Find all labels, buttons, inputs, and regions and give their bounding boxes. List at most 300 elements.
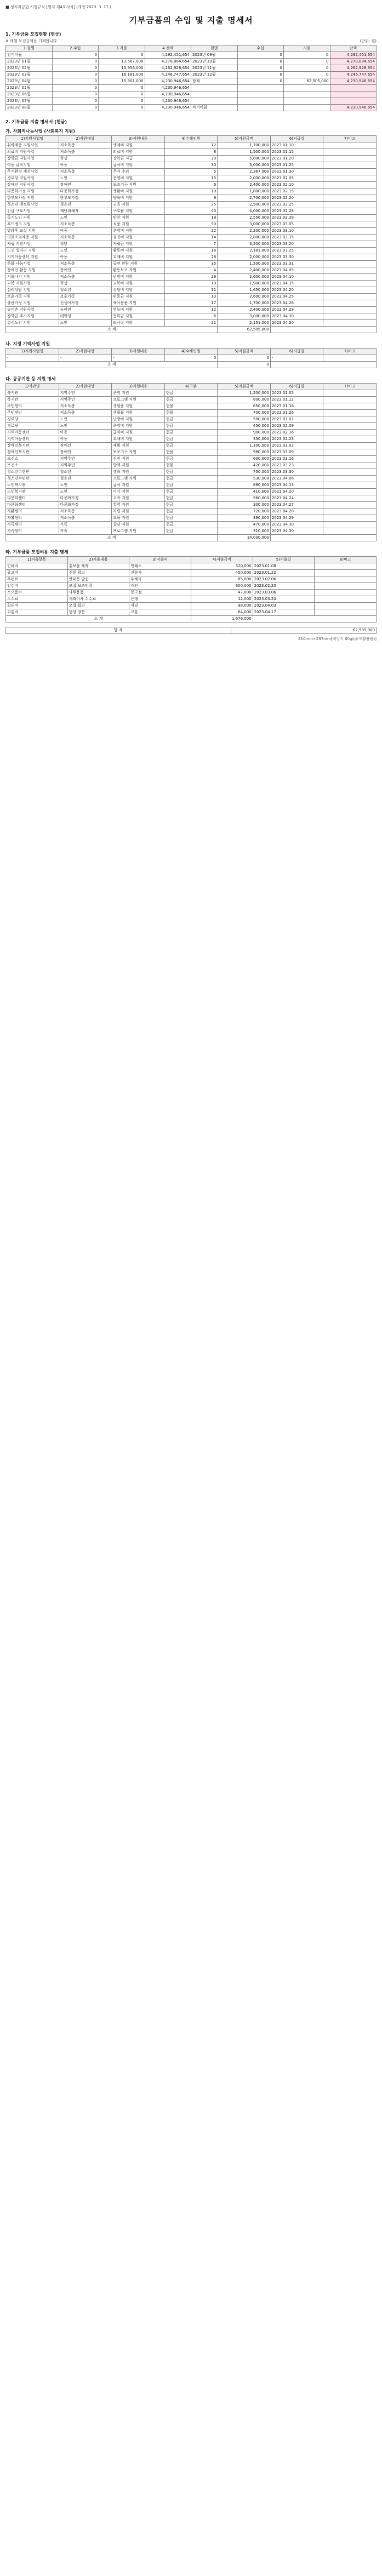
table-row — [6, 287, 377, 294]
table-cell: 식품 지원 — [112, 221, 165, 228]
table-cell — [323, 162, 377, 169]
table-cell — [323, 156, 377, 162]
table-cell: 35 — [164, 261, 218, 267]
table-cell: 저소득층 — [59, 235, 112, 241]
table-cell: 다문화센터 — [6, 495, 59, 502]
table-cell: 현금 — [164, 495, 218, 502]
table-cell: 650,000 — [218, 403, 271, 410]
section-1-note — [5, 38, 377, 44]
table-cell — [323, 182, 377, 189]
table-row — [6, 182, 377, 189]
table-cell: 교육 지원 — [112, 202, 165, 208]
section-1-title: 1. 기부금품 모집현황 (현금) — [5, 32, 61, 37]
column-header: 2.수입 — [52, 45, 99, 52]
column-header: 6)지급일 — [270, 349, 323, 355]
table-cell: 2023.01.18 — [270, 403, 323, 410]
table-cell — [323, 443, 377, 449]
table-row — [6, 92, 377, 98]
table-cell: 장애인 활동 지원 — [6, 267, 59, 274]
table-cell: 장애인 — [59, 182, 112, 189]
column-header: 월별 — [191, 45, 238, 52]
table-cell: 운영 지원 — [112, 390, 165, 397]
table-row — [6, 267, 377, 274]
subtotal-value: 14,030,000 — [218, 535, 271, 541]
table-cell: 대학생 — [59, 313, 112, 320]
table-cell: 800,000 — [218, 397, 271, 403]
table-cell: 급식 지원 — [112, 482, 165, 489]
subtotal-row — [6, 616, 377, 622]
table-row — [6, 142, 377, 149]
table-cell: 복지관 — [6, 390, 59, 397]
table-cell: 겨울나기 지원 — [6, 274, 59, 281]
table-cell: 급식비 지원 — [112, 162, 165, 169]
table-cell: 3,000,000 — [218, 313, 271, 320]
table-cell: 회의비 — [6, 603, 68, 609]
table-cell: 현금 — [164, 469, 218, 476]
table-cell: 운영비 지원 — [112, 423, 165, 430]
table-cell: 2023.04.29 — [270, 515, 323, 522]
table-cell: 주민센터 — [6, 403, 59, 410]
table-cell: 구호품 지원 — [112, 208, 165, 215]
table-cell: 현금 — [164, 456, 218, 462]
table-cell: 저소득층 — [59, 515, 112, 522]
table-cell — [323, 313, 377, 320]
table-cell: 계좌이체 수수료 — [67, 596, 129, 603]
table-cell: 15,801,000 — [99, 78, 145, 85]
table-cell: 470,000 — [218, 522, 271, 528]
subtotal-blank — [270, 327, 376, 333]
table-cell — [323, 410, 377, 416]
table-cell: 긴급 구호사업 — [6, 208, 59, 215]
table-cell: 2023.04.30 — [270, 313, 323, 320]
table-cell: 취약계층 지원사업 — [6, 142, 59, 149]
table-cell: 자립금 지원 — [112, 241, 165, 248]
table-cell: 보훈가족 지원 — [6, 294, 59, 300]
table-cell: 300,000 — [218, 502, 271, 509]
table-cell: 1,200,000 — [218, 390, 271, 397]
table-cell: 10 — [164, 189, 218, 195]
table-cell: 경로당 지원사업 — [6, 175, 59, 182]
table-cell: 장애인복지관 — [6, 449, 59, 456]
grand-total-table — [5, 627, 377, 634]
table-cell: 신문 광고 — [67, 570, 129, 576]
table-row — [6, 430, 377, 436]
table-cell: 난방비 지원 — [112, 274, 165, 281]
table-cell: 인건비 — [6, 583, 68, 590]
table-cell: 40 — [164, 208, 218, 215]
table-cell: 우체국 — [129, 576, 191, 583]
table-cell — [191, 92, 238, 98]
table-row — [6, 528, 377, 535]
table-cell: 현물 — [164, 410, 218, 416]
table-cell: 노인 — [59, 489, 112, 495]
table-cell: 5 — [164, 169, 218, 175]
column-header: 4)지출금액 — [191, 557, 253, 563]
table-cell: 2023.03.31 — [270, 261, 323, 267]
table-cell: 6 — [164, 182, 218, 189]
table-cell: 학생 — [59, 281, 112, 287]
table-row — [6, 274, 377, 281]
column-header: 수입 — [237, 45, 284, 52]
column-header: 7)비고 — [323, 136, 377, 142]
table-cell — [323, 515, 377, 522]
table-cell: 15,956,000 — [99, 65, 145, 72]
table-row — [6, 563, 377, 570]
table-row — [6, 59, 377, 65]
table-cell: 방역 지원 — [112, 462, 165, 469]
table-cell: 방과후 교실 지원 — [6, 228, 59, 235]
table-cell: 0 — [284, 65, 330, 72]
table-cell: 2,700,000 — [218, 195, 271, 202]
table-cell: 25 — [164, 202, 218, 208]
section-3-title: 나. 지정 기탁사업 지원 — [5, 341, 50, 346]
table-cell: 장애인 — [59, 443, 112, 449]
table-cell: 4,262,928,654 — [330, 65, 377, 72]
table-cell: 재활 지원 — [112, 443, 165, 449]
table-cell: 1,700,000 — [218, 142, 271, 149]
table-cell: 2023.02.25 — [270, 202, 323, 208]
table-cell: 노인 — [59, 248, 112, 254]
table-cell: 생활비 지원 — [112, 189, 165, 195]
table-cell: 2023.04.30 — [270, 522, 323, 528]
table-cell: 2023.04.30 — [270, 320, 323, 327]
table-cell — [323, 430, 377, 436]
table-row — [6, 72, 377, 78]
table-cell: 현금 — [164, 522, 218, 528]
table-cell: 교재비 지원 — [112, 436, 165, 443]
table-cell: 18 — [164, 215, 218, 221]
table-row — [6, 410, 377, 416]
table-cell — [330, 85, 377, 92]
table-row — [6, 469, 377, 476]
column-header: 4.잔액 — [145, 45, 191, 52]
table-row — [6, 416, 377, 423]
table-cell — [323, 355, 377, 362]
subtotal-value: 62,505,000 — [218, 327, 271, 333]
table-cell: 64,000 — [191, 609, 253, 616]
table-cell: 출산가정 지원 — [6, 300, 59, 307]
table-cell: 0 — [237, 72, 284, 78]
table-cell: 2023.01.05 — [270, 390, 323, 397]
table-cell — [284, 98, 330, 105]
table-cell: 현물 — [164, 462, 218, 469]
table-cell: 2023.04.10 — [270, 274, 323, 281]
table-cell: 육아용품 지원 — [112, 300, 165, 307]
table-cell: 50 — [164, 221, 218, 228]
table-cell: 아동 — [59, 430, 112, 436]
table-cell: 2023년 04월 — [6, 78, 53, 85]
table-cell — [315, 570, 377, 576]
table-cell: 자립 지원사업 — [6, 241, 59, 248]
table-cell: 2,181,000 — [218, 248, 271, 254]
table-cell: 2023.03.20 — [253, 596, 315, 603]
section-1-note-text: ※ 매월 모집금액을 기재합니다. — [5, 39, 58, 43]
table-cell: 2023.03.30 — [270, 469, 323, 476]
table-cell: 0 — [52, 72, 99, 78]
table-row — [6, 98, 377, 105]
table-cell: 현금 — [164, 515, 218, 522]
table-row — [6, 570, 377, 576]
table-cell: 한부모가정 지원 — [6, 195, 59, 202]
table-cell: 2023년 11월 — [191, 65, 238, 72]
table-cell: 0 — [52, 59, 99, 65]
table-cell — [315, 583, 377, 590]
table-cell: 2023.02.09 — [270, 423, 323, 430]
table-cell: 600,000 — [218, 456, 271, 462]
column-header: 5)지원금액 — [218, 349, 271, 355]
table-cell — [330, 92, 377, 98]
table-row — [6, 52, 377, 59]
table-cell: 청소년수련관 — [6, 476, 59, 482]
table-cell — [315, 596, 377, 603]
table-cell: 12,000 — [191, 596, 253, 603]
table-cell: 현금 — [164, 509, 218, 515]
table-cell: 저소득층 — [59, 410, 112, 416]
table-row — [6, 495, 377, 502]
table-row — [6, 489, 377, 495]
table-cell: 농어민 — [59, 307, 112, 313]
table-row — [6, 261, 377, 267]
table-row — [6, 462, 377, 469]
table-cell: 600,000 — [191, 583, 253, 590]
table-cell: 2023.03.05 — [270, 221, 323, 228]
table-cell — [323, 502, 377, 509]
table-cell: 도시락 지원 — [112, 320, 165, 327]
table-cell — [237, 92, 284, 98]
table-cell — [323, 248, 377, 254]
table-cell: 19 — [164, 281, 218, 287]
table-cell — [323, 436, 377, 443]
table-cell: 청소년수련관 — [6, 469, 59, 476]
table-cell: 문화 나눔사업 — [6, 261, 59, 267]
table-cell: 2,000,000 — [218, 175, 271, 182]
table-cell: 62,505,000 — [284, 78, 330, 85]
table-cell: 0 — [52, 65, 99, 72]
table-cell — [323, 320, 377, 327]
table-row — [6, 175, 377, 182]
table-cell: 26 — [164, 274, 218, 281]
table-cell: 주민센터 — [6, 410, 59, 416]
table-body — [6, 390, 377, 535]
column-header: 3)지원내용 — [112, 349, 165, 355]
table-cell: 2023.03.16 — [270, 456, 323, 462]
column-header: 5)지원금액 — [218, 136, 271, 142]
table-cell: 2023.03.23 — [270, 462, 323, 469]
table-cell: 개인 — [129, 583, 191, 590]
table-cell: 2023.04.15 — [270, 281, 323, 287]
table-cell: 0 — [237, 78, 284, 85]
table-cell: 노인 — [59, 416, 112, 423]
table-cell: 저소득층 — [59, 261, 112, 267]
table-cell: 13 — [164, 294, 218, 300]
table-cell: 700,000 — [218, 410, 271, 416]
table-row — [6, 248, 377, 254]
table-cell: 프로그램 지원 — [112, 528, 165, 535]
column-header: 6)지급일 — [270, 136, 323, 142]
table-cell: 2023.01.20 — [270, 156, 323, 162]
table-cell — [323, 469, 377, 476]
section-1-table — [5, 45, 377, 111]
table-cell: - — [270, 355, 323, 362]
table-row — [6, 65, 377, 72]
table-cell: 0 — [99, 92, 145, 98]
table-cell: 2023.02.06 — [253, 576, 315, 583]
table-row — [6, 436, 377, 443]
table-cell: - — [112, 355, 165, 362]
table-cell: 모집 보조인력 — [67, 583, 129, 590]
table-cell: 독거노인 지원 — [6, 215, 59, 221]
table-cell: 전기이월 — [6, 52, 53, 59]
table-cell: 아동 — [59, 254, 112, 261]
table-cell: 2023년 06월 — [6, 92, 53, 98]
table-cell: 2,151,000 — [218, 320, 271, 327]
table-cell: 98,000 — [191, 603, 253, 609]
table-cell: 운영비 지원 — [112, 228, 165, 235]
table-cell: 현금 — [164, 423, 218, 430]
table-cell — [323, 397, 377, 403]
table-row — [6, 476, 377, 482]
table-cell: 6 — [164, 313, 218, 320]
section-4-title: 다. 공공기관 등 지원 명세 — [5, 376, 56, 381]
section-2-table — [5, 135, 377, 333]
table-row — [6, 228, 377, 235]
table-cell — [323, 235, 377, 241]
table-cell: 0 — [99, 85, 145, 92]
subtotal-blank — [270, 535, 376, 541]
table-cell — [315, 563, 377, 570]
table-cell: 경로당 — [6, 416, 59, 423]
table-cell: 4,230,946,654 — [145, 85, 191, 92]
table-cell — [323, 476, 377, 482]
table-cell: 주거환경 개선사업 — [6, 169, 59, 175]
table-cell: 1,800,000 — [218, 189, 271, 195]
table-cell: 다문화센터 — [6, 502, 59, 509]
table-cell: 0 — [237, 52, 284, 59]
table-cell: 지역아동센터 지원 — [6, 254, 59, 261]
table-cell: 2023.04.28 — [270, 509, 323, 515]
table-row — [6, 583, 377, 590]
column-header: 2)지출내용 — [67, 557, 129, 563]
table-row — [6, 162, 377, 169]
table-cell: 교재비 지원 — [112, 254, 165, 261]
table-cell: 현금 — [164, 489, 218, 495]
table-cell: 청소년 — [59, 202, 112, 208]
table-row — [6, 300, 377, 307]
table-row — [6, 515, 377, 522]
table-row — [6, 215, 377, 221]
table-cell: 2023.04.20 — [270, 287, 323, 294]
table-cell: 13,567,000 — [99, 59, 145, 65]
table-cell — [323, 522, 377, 528]
grand-total-row — [6, 627, 377, 634]
column-header: 7)비고 — [323, 384, 377, 390]
table-cell: 자활센터 — [6, 515, 59, 522]
table-cell — [191, 85, 238, 92]
form-reference: ■ 정치자금법 시행규칙 [별지 제4호서식] (개정 2023. 3. 17.) — [5, 5, 111, 9]
table-cell: 4,230,946,654 — [330, 78, 377, 85]
table-cell: 검진 지원 — [112, 456, 165, 462]
table-cell: 0 — [218, 355, 271, 362]
table-cell: 2023.02.02 — [270, 416, 323, 423]
table-cell: 저소득층 — [59, 274, 112, 281]
table-cell: 1,700,000 — [218, 300, 271, 307]
table-cell: 현금 — [164, 482, 218, 489]
table-cell — [323, 221, 377, 228]
table-cell: 2023.03.02 — [270, 443, 323, 449]
table-cell: 410,000 — [218, 489, 271, 495]
table-cell: 2023.04.17 — [253, 609, 315, 616]
table-cell: 0 — [99, 105, 145, 111]
table-cell — [323, 149, 377, 156]
table-cell: 2023.04.13 — [270, 482, 323, 489]
table-cell: 교복 지원사업 — [6, 281, 59, 287]
table-cell: 여가 지원 — [112, 489, 165, 495]
table-cell — [323, 287, 377, 294]
table-cell: 560,000 — [218, 495, 271, 502]
table-cell: 4,230,946,654 — [145, 78, 191, 85]
table-cell — [323, 169, 377, 175]
table-cell: 은행 — [129, 596, 191, 603]
table-cell: 2023.01.15 — [270, 149, 323, 156]
table-cell: 수수료 — [6, 596, 68, 603]
table-cell: 학생 — [59, 156, 112, 162]
table-cell: 2,200,000 — [218, 228, 271, 235]
table-cell: 다문화가정 지원 — [6, 189, 59, 195]
table-cell: 530,000 — [218, 476, 271, 482]
table-cell: 1,100,000 — [218, 443, 271, 449]
table-cell: 심리상담 지원 — [6, 287, 59, 294]
table-cell: 2,400,000 — [218, 182, 271, 189]
table-cell: 2023.01.12 — [270, 397, 323, 403]
table-cell: 장애인 지원사업 — [6, 182, 59, 189]
table-row — [6, 235, 377, 241]
table-cell: 2023년 03월 — [6, 72, 53, 78]
table-cell — [323, 281, 377, 287]
page-title: 기부금품의 수입 및 지출 명세서 — [129, 15, 253, 25]
table-cell: 4,246,747,654 — [145, 72, 191, 78]
table-cell: 노인 — [59, 423, 112, 430]
table-cell — [237, 105, 284, 111]
table-row — [6, 355, 377, 362]
table-cell: 4,230,946,654 — [330, 105, 377, 111]
table-cell: 다문화가정 — [59, 189, 112, 195]
table-row — [6, 609, 377, 616]
table-cell — [323, 456, 377, 462]
table-cell: 보건소 — [6, 462, 59, 469]
subtotal-row — [6, 535, 377, 541]
table-cell: 2023.04.06 — [270, 476, 323, 482]
subtotal-row — [6, 362, 377, 368]
table-cell: 반찬 지원 — [112, 215, 165, 221]
table-cell: 상담비 지원 — [112, 287, 165, 294]
table-cell: 보조기구 지원 — [112, 449, 165, 456]
table-cell: 3,500,000 — [218, 241, 271, 248]
table-cell: 장학금 추가지원 — [6, 313, 59, 320]
table-cell: 2023.03.15 — [270, 235, 323, 241]
table-cell: 2023.02.28 — [270, 208, 323, 215]
table-cell: 2,556,000 — [218, 215, 271, 221]
table-cell: 보건소 — [6, 456, 59, 462]
table-cell: 의료소외계층 지원 — [6, 235, 59, 241]
table-cell: 청년 — [59, 241, 112, 248]
table-row — [6, 482, 377, 489]
table-row — [6, 456, 377, 462]
table-cell: 2023년 05월 — [6, 85, 53, 92]
table-cell: 0 — [237, 59, 284, 65]
table-cell: 현물 — [164, 449, 218, 456]
table-row — [6, 509, 377, 515]
table-cell — [323, 215, 377, 221]
